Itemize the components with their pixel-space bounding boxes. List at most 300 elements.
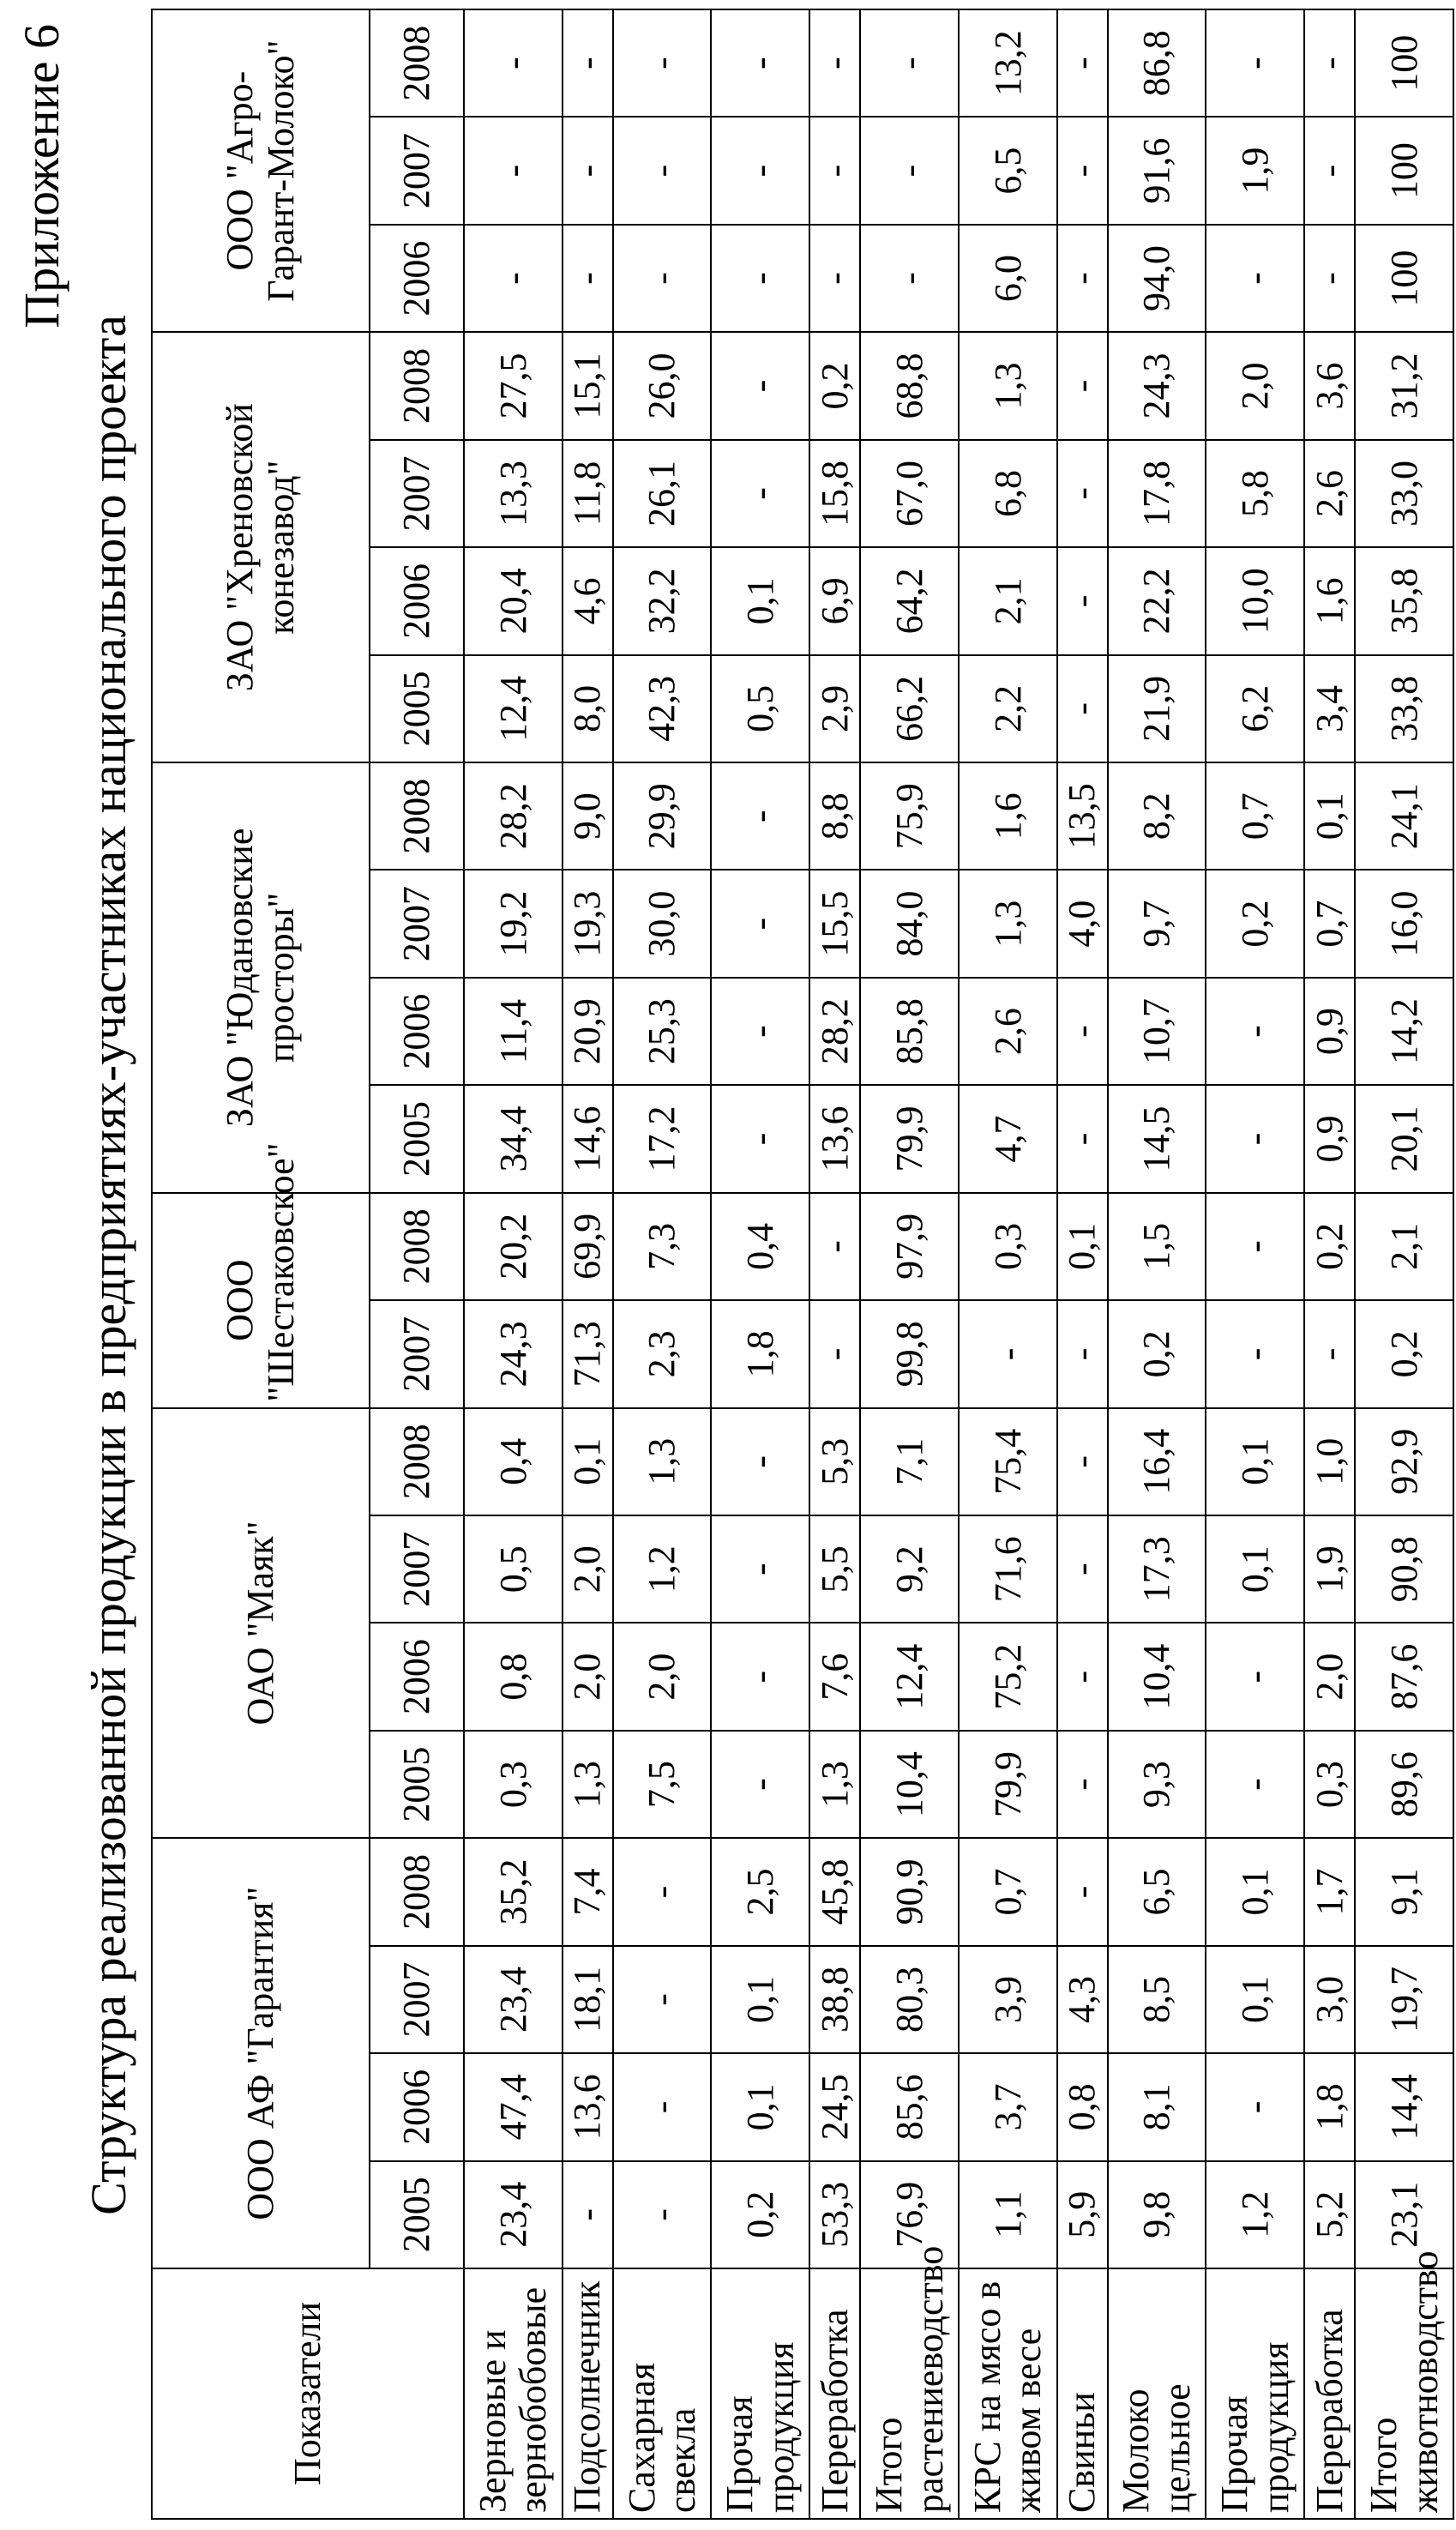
table-cell: 76,9 [860, 2161, 959, 2268]
table-cell: 94,0 [1108, 225, 1206, 332]
table-cell: 1,9 [1304, 1515, 1355, 1623]
table-cell: - [711, 1408, 809, 1515]
table-cell: 2,0 [613, 1623, 712, 1730]
table-cell: 23,4 [464, 1946, 563, 2053]
table-cell: 16,4 [1108, 1408, 1206, 1515]
table-cell: 13,6 [809, 1085, 860, 1192]
data-table [151, 9, 1454, 2520]
table-cell: 32,2 [613, 547, 712, 654]
table-cell: 3,0 [1304, 1946, 1355, 2053]
table-cell: 1,3 [613, 1408, 712, 1515]
table-cell: - [1057, 547, 1108, 654]
table-cell: 8,0 [563, 655, 613, 762]
table-cell: - [1304, 117, 1355, 224]
table-row [860, 9, 959, 2519]
table-cell: 0,1 [1057, 1193, 1108, 1300]
year-header: 2008 [370, 9, 464, 117]
row-label: Переработка [809, 2268, 860, 2519]
table-cell: 33,8 [1355, 655, 1453, 762]
table-row [1057, 9, 1108, 2519]
table-cell: 1,7 [1304, 1838, 1355, 1945]
table-cell: 3,6 [1304, 332, 1355, 439]
table-cell: 1,8 [1304, 2053, 1355, 2160]
table-cell: 15,8 [809, 440, 860, 547]
table-cell: 11,8 [563, 440, 613, 547]
row-label: Итого растениеводство [860, 2268, 959, 2519]
table-cell: - [613, 2161, 712, 2268]
table-cell: 8,5 [1108, 1946, 1206, 2053]
table-cell: 0,1 [711, 547, 809, 654]
table-cell: 14,4 [1355, 2053, 1453, 2160]
table-cell: 0,1 [1206, 1515, 1304, 1623]
table-cell: 15,1 [563, 332, 613, 439]
table-cell: 86,8 [1108, 9, 1206, 117]
table-cell: 100 [1355, 117, 1453, 224]
table-cell: 66,2 [860, 655, 959, 762]
table-cell: 2,6 [959, 978, 1057, 1085]
table-cell: 68,8 [860, 332, 959, 439]
table-cell: - [1057, 1838, 1108, 1945]
appendix-label: Приложение 6 [14, 24, 69, 328]
table-cell: 64,2 [860, 547, 959, 654]
table-cell: 5,2 [1304, 2161, 1355, 2268]
table-cell: 4,6 [563, 547, 613, 654]
table-cell: 0,4 [711, 1193, 809, 1300]
table-cell: 0,5 [464, 1515, 563, 1623]
table-cell: 20,2 [464, 1193, 563, 1300]
table-cell: 5,9 [1057, 2161, 1108, 2268]
table-cell: 19,2 [464, 870, 563, 977]
table-row [613, 9, 712, 2519]
table-cell: 12,4 [860, 1623, 959, 1730]
table-row [1304, 9, 1355, 2519]
table-row [959, 9, 1057, 2519]
row-label: Свиньи [1057, 2268, 1108, 2519]
table-cell: 10,7 [1108, 978, 1206, 1085]
table-cell: 0,2 [809, 332, 860, 439]
table-cell: 17,3 [1108, 1515, 1206, 1623]
company-header: ОАО "Маяк" [152, 1408, 370, 1839]
table-cell: 79,9 [959, 1731, 1057, 1838]
table-cell: 0,2 [1108, 1300, 1206, 1407]
table-cell: - [613, 225, 712, 332]
table-cell: 1,6 [1304, 547, 1355, 654]
table-cell: 28,2 [809, 978, 860, 1085]
table-cell: 67,0 [860, 440, 959, 547]
table-cell: - [1206, 1623, 1304, 1730]
table-cell: 1,3 [959, 332, 1057, 439]
table-cell: 34,4 [464, 1085, 563, 1192]
row-label: Итого животноводство [1355, 2268, 1453, 2519]
table-cell: 2,9 [809, 655, 860, 762]
table-cell: 30,0 [613, 870, 712, 977]
table-cell: - [1206, 225, 1304, 332]
table-cell: 2,0 [1304, 1623, 1355, 1730]
year-header: 2005 [370, 1731, 464, 1838]
table-row [809, 9, 860, 2519]
table-cell: 53,3 [809, 2161, 860, 2268]
table-cell: - [860, 9, 959, 117]
table-cell: 7,4 [563, 1838, 613, 1945]
table-cell: 1,6 [959, 762, 1057, 870]
table-cell: 35,8 [1355, 547, 1453, 654]
table-cell: - [711, 1623, 809, 1730]
table-cell: 69,9 [563, 1193, 613, 1300]
table-cell: - [1057, 978, 1108, 1085]
table-cell: - [1057, 332, 1108, 439]
table-cell: 0,2 [1206, 870, 1304, 977]
table-row [1108, 9, 1206, 2519]
year-header: 2006 [370, 1623, 464, 1730]
table-cell: - [1057, 1731, 1108, 1838]
table-cell: 24,3 [464, 1300, 563, 1407]
company-header: ЗАО "Хреновской конезавод" [152, 332, 370, 762]
table-cell: - [1206, 1300, 1304, 1407]
table-cell: 9,1 [1355, 1838, 1453, 1945]
table-cell: 2,5 [711, 1838, 809, 1945]
table-cell: 90,8 [1355, 1515, 1453, 1623]
table-cell: 1,2 [613, 1515, 712, 1623]
table-cell: 0,1 [563, 1408, 613, 1515]
year-header: 2006 [370, 978, 464, 1085]
table-cell: 0,9 [1304, 978, 1355, 1085]
table-cell: 42,3 [613, 655, 712, 762]
table-cell: - [711, 978, 809, 1085]
table-cell: - [563, 225, 613, 332]
table-cell: 100 [1355, 225, 1453, 332]
table-cell: 0,7 [1304, 870, 1355, 977]
year-header: 2008 [370, 332, 464, 439]
table-cell: 20,4 [464, 547, 563, 654]
year-header: 2008 [370, 762, 464, 870]
table-cell: 9,3 [1108, 1731, 1206, 1838]
table-cell: 97,9 [860, 1193, 959, 1300]
table-cell: 6,5 [959, 117, 1057, 224]
year-header: 2007 [370, 1515, 464, 1623]
table-cell: - [1304, 225, 1355, 332]
table-cell: 10,4 [860, 1731, 959, 1838]
table-cell: - [1057, 1515, 1108, 1623]
year-header: 2007 [370, 440, 464, 547]
table-cell: - [1057, 440, 1108, 547]
row-label: Переработка [1304, 2268, 1355, 2519]
table-cell: 7,3 [613, 1193, 712, 1300]
table-cell: 75,9 [860, 762, 959, 870]
table-cell: - [613, 2053, 712, 2160]
table-cell: - [1206, 2053, 1304, 2160]
table-cell: - [959, 1300, 1057, 1407]
table-cell: 18,1 [563, 1946, 613, 2053]
indicator-header: Показатели [152, 2268, 464, 2519]
table-cell: - [711, 1731, 809, 1838]
table-cell: 6,5 [1108, 1838, 1206, 1945]
table-cell: 13,6 [563, 2053, 613, 2160]
table-cell: - [1206, 1085, 1304, 1192]
table-cell: 17,8 [1108, 440, 1206, 547]
table-cell: 71,3 [563, 1300, 613, 1407]
table-cell: 20,1 [1355, 1085, 1453, 1192]
table-cell: - [809, 1193, 860, 1300]
company-header: ЗАО "Юдановские просторы" [152, 762, 370, 1193]
table-cell: 10,4 [1108, 1623, 1206, 1730]
table-cell: 90,9 [860, 1838, 959, 1945]
year-header: 2007 [370, 117, 464, 224]
table-cell: 26,0 [613, 332, 712, 439]
table-cell: 0,7 [1206, 762, 1304, 870]
table-cell: 4,7 [959, 1085, 1057, 1192]
table-cell: 0,4 [464, 1408, 563, 1515]
table-cell: 1,8 [711, 1300, 809, 1407]
table-cell: 28,2 [464, 762, 563, 870]
table-cell: 9,2 [860, 1515, 959, 1623]
table-cell: - [711, 1085, 809, 1192]
table-cell: 3,9 [959, 1946, 1057, 2053]
table-cell: 10,0 [1206, 547, 1304, 654]
table-cell: 0,9 [1304, 1085, 1355, 1192]
table-row [464, 9, 563, 2519]
table-cell: - [613, 9, 712, 117]
table-cell: - [711, 332, 809, 439]
table-cell: 0,8 [1057, 2053, 1108, 2160]
table-row [711, 9, 809, 2519]
table-cell: 24,5 [809, 2053, 860, 2160]
table-cell: 87,6 [1355, 1623, 1453, 1730]
table-cell: 89,6 [1355, 1731, 1453, 1838]
table-cell: - [809, 117, 860, 224]
table-cell: 9,7 [1108, 870, 1206, 977]
table-cell: 24,3 [1108, 332, 1206, 439]
table-cell: - [860, 117, 959, 224]
table-cell: 29,9 [613, 762, 712, 870]
table-cell: 8,2 [1108, 762, 1206, 870]
table-cell: 75,2 [959, 1623, 1057, 1730]
table-cell: 4,0 [1057, 870, 1108, 977]
table-cell: 0,5 [711, 655, 809, 762]
year-header: 2005 [370, 1085, 464, 1192]
table-cell: 0,1 [1206, 1408, 1304, 1515]
year-header: 2006 [370, 225, 464, 332]
table-cell: - [1206, 9, 1304, 117]
table-cell: 4,3 [1057, 1946, 1108, 2053]
table-cell: - [711, 225, 809, 332]
table-cell: 17,2 [613, 1085, 712, 1192]
table-cell: - [1206, 1731, 1304, 1838]
table-cell: - [1057, 655, 1108, 762]
table-cell: - [711, 117, 809, 224]
table-cell: 0,2 [1304, 1193, 1355, 1300]
table-row [1355, 9, 1453, 2519]
table-cell: 1,1 [959, 2161, 1057, 2268]
table-cell: 13,3 [464, 440, 563, 547]
year-header: 2007 [370, 1300, 464, 1407]
table-cell: - [711, 762, 809, 870]
table-cell: - [1057, 9, 1108, 117]
table-cell: - [563, 9, 613, 117]
table-cell: 1,9 [1206, 117, 1304, 224]
table-cell: 2,2 [959, 655, 1057, 762]
table-cell: 1,3 [563, 1731, 613, 1838]
table-cell: 100 [1355, 9, 1453, 117]
table-cell: - [809, 1300, 860, 1407]
table-cell: - [711, 440, 809, 547]
table-cell: 0,3 [464, 1731, 563, 1838]
table-cell: 7,1 [860, 1408, 959, 1515]
year-header: 2008 [370, 1408, 464, 1515]
year-header: 2008 [370, 1193, 464, 1300]
table-cell: 75,4 [959, 1408, 1057, 1515]
year-header: 2005 [370, 655, 464, 762]
table-cell: 71,6 [959, 1515, 1057, 1623]
table-cell: 16,0 [1355, 870, 1453, 977]
table-cell: 6,8 [959, 440, 1057, 547]
table-cell: 27,5 [464, 332, 563, 439]
table-cell: 80,3 [860, 1946, 959, 2053]
year-header: 2006 [370, 2053, 464, 2160]
table-cell: 6,0 [959, 225, 1057, 332]
table-cell: 0,2 [1355, 1300, 1453, 1407]
table-cell: 15,5 [809, 870, 860, 977]
table-cell: 35,2 [464, 1838, 563, 1945]
year-header: 2007 [370, 870, 464, 977]
table-cell: 14,6 [563, 1085, 613, 1192]
table-cell: 31,2 [1355, 332, 1453, 439]
table-cell: - [613, 117, 712, 224]
table-cell: 47,4 [464, 2053, 563, 2160]
table-cell: - [1057, 1408, 1108, 1515]
table-cell: - [1206, 1193, 1304, 1300]
company-header: ООО АФ "Гарантия" [152, 1838, 370, 2268]
table-cell: 0,3 [1304, 1731, 1355, 1838]
table-cell: - [1206, 978, 1304, 1085]
table-cell: - [711, 9, 809, 117]
table-cell: - [1057, 225, 1108, 332]
row-label: Молоко цельное [1108, 2268, 1206, 2519]
company-header: ООО "Шестаковское" [152, 1193, 370, 1408]
table-cell: - [711, 1515, 809, 1623]
table-row [563, 9, 613, 2519]
table-cell: 0,1 [1206, 1838, 1304, 1945]
table-cell: 1,0 [1304, 1408, 1355, 1515]
table-cell: - [613, 1838, 712, 1945]
table-cell: - [563, 117, 613, 224]
table-cell: 2,1 [959, 547, 1057, 654]
table-cell: 85,6 [860, 2053, 959, 2160]
table-cell: - [1304, 1300, 1355, 1407]
table-cell: 2,1 [1355, 1193, 1453, 1300]
table-cell: 5,8 [1206, 440, 1304, 547]
table-cell: 14,5 [1108, 1085, 1206, 1192]
table-cell: 21,9 [1108, 655, 1206, 762]
table-cell: - [1304, 9, 1355, 117]
table-cell: 0,2 [711, 2161, 809, 2268]
table-cell: - [809, 225, 860, 332]
table-cell: - [613, 1946, 712, 2053]
table-cell: 84,0 [860, 870, 959, 977]
table-cell: 2,3 [613, 1300, 712, 1407]
row-label: Зерновые и зернобобовые [464, 2268, 563, 2519]
table-cell: 1,5 [1108, 1193, 1206, 1300]
table-cell: 5,5 [809, 1515, 860, 1623]
table-cell: 7,5 [613, 1731, 712, 1838]
year-header: 2006 [370, 547, 464, 654]
table-cell: 0,1 [711, 2053, 809, 2160]
table-cell: 23,4 [464, 2161, 563, 2268]
table-cell: 25,3 [613, 978, 712, 1085]
table-cell: 19,3 [563, 870, 613, 977]
table-cell: 92,9 [1355, 1408, 1453, 1515]
table-cell: 0,7 [959, 1838, 1057, 1945]
row-label: Прочая продукция [1206, 2268, 1304, 2519]
table-cell: - [1057, 1300, 1108, 1407]
table-cell: 23,1 [1355, 2161, 1453, 2268]
table-cell: 6,9 [809, 547, 860, 654]
table-cell: 1,3 [959, 870, 1057, 977]
table-cell: - [860, 225, 959, 332]
table-cell: 19,7 [1355, 1946, 1453, 2053]
year-header: 2007 [370, 1946, 464, 2053]
table-cell: 38,8 [809, 1946, 860, 2053]
row-label: Прочая продукция [711, 2268, 809, 2519]
table-cell: 79,9 [860, 1085, 959, 1192]
table-cell: 1,3 [809, 1731, 860, 1838]
table-cell: 0,8 [464, 1623, 563, 1730]
table-row [1206, 9, 1304, 2519]
table-cell: - [563, 2161, 613, 2268]
table-cell: - [1057, 1085, 1108, 1192]
table-cell: - [809, 9, 860, 117]
company-header: ООО "Агро-Гарант-Молоко" [152, 9, 370, 332]
table-cell: 2,0 [563, 1515, 613, 1623]
table-cell: 20,9 [563, 978, 613, 1085]
table-cell: 8,8 [809, 762, 860, 870]
table-cell: 5,3 [809, 1408, 860, 1515]
table-cell: 3,4 [1304, 655, 1355, 762]
table-cell: - [711, 870, 809, 977]
table-cell: 0,1 [711, 1946, 809, 2053]
table-cell: 11,4 [464, 978, 563, 1085]
table-cell: 13,5 [1057, 762, 1108, 870]
table-cell: 14,2 [1355, 978, 1453, 1085]
table-cell: 7,6 [809, 1623, 860, 1730]
table-cell: 22,2 [1108, 547, 1206, 654]
table-cell: 9,0 [563, 762, 613, 870]
table-cell: - [464, 9, 563, 117]
table-cell: 13,2 [959, 9, 1057, 117]
table-cell: 33,0 [1355, 440, 1453, 547]
table-cell: 26,1 [613, 440, 712, 547]
table-cell: 9,8 [1108, 2161, 1206, 2268]
table-cell: 2,0 [1206, 332, 1304, 439]
table-cell: 0,1 [1206, 1946, 1304, 2053]
table-cell: - [1057, 117, 1108, 224]
table-cell: 12,4 [464, 655, 563, 762]
table-cell: 1,2 [1206, 2161, 1304, 2268]
table-cell: 6,2 [1206, 655, 1304, 762]
row-label: Сахарная свекла [613, 2268, 712, 2519]
table-cell: 2,6 [1304, 440, 1355, 547]
year-header: 2008 [370, 1838, 464, 1945]
page-title: Структура реализованной продукции в предприятиях-участниках национального проекта [81, 315, 136, 2215]
table-cell: 99,8 [860, 1300, 959, 1407]
table-cell: 91,6 [1108, 117, 1206, 224]
table-cell: 24,1 [1355, 762, 1453, 870]
table-cell: 2,0 [563, 1623, 613, 1730]
table-cell: 0,3 [959, 1193, 1057, 1300]
table-cell: 0,1 [1304, 762, 1355, 870]
table-cell: 3,7 [959, 2053, 1057, 2160]
table-cell: 45,8 [809, 1838, 860, 1945]
table-cell: 85,8 [860, 978, 959, 1085]
